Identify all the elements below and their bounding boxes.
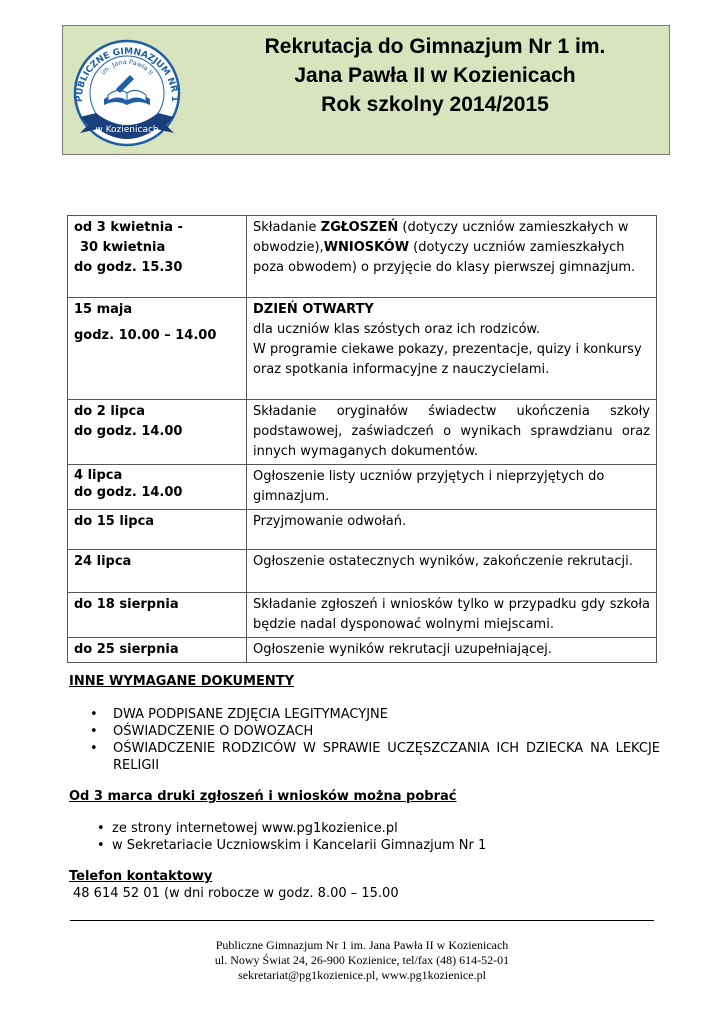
date-line: godz. 10.00 – 14.00 [74,328,217,343]
title-line: Jana Pawła II w Kozienicach [294,64,576,87]
documents-heading: INNE WYMAGANE DOKUMENTY [69,674,294,689]
title-line: Rok szkolny 2014/2015 [321,93,549,116]
date-cell [68,216,247,298]
date-cell [68,593,247,638]
date-line: do 15 lipca [74,514,155,529]
desc-cell [247,298,657,400]
table-row [68,593,657,638]
contact-phone: 48 614 52 01 (w dni robocze w godz. 8.00 – 15.00 [73,886,399,901]
date-line: 15 maja [74,302,133,317]
desc-text: (dotyczy uczniów zamieszkałych w obwodzie), [253,220,629,255]
list-item: • ze strony internetowej www.pg1kozienice.pl [95,820,486,837]
desc-cell: Ogłoszenie wyników rekrutacji uzupełniającej. [247,638,657,663]
footer-line: sekretariat@pg1kozienice.pl, www.pg1kozienice.pl [238,968,486,982]
logo-banner-text: w Kozienicach [95,125,159,135]
list-item: • OŚWIADCZENIE O DOWOZACH [88,723,660,740]
list-item: • w Sekretariacie Uczniowskim i Kancelarii Gimnazjum Nr 1 [95,837,486,854]
desc-cell: Składanie oryginałów świadectw ukończenia szkoły podstawowej, zaświadczeń o wynikach sprawdzianu oraz innych wymaganych dokumentów. [247,400,657,465]
desc-bold: WNIOSKÓW [323,240,410,255]
desc-cell: Przyjmowanie odwołań. [247,510,657,550]
desc-cell: Składanie zgłoszeń i wniosków tylko w przypadku gdy szkoła będzie nadal dysponować wolnymi miejscami. [247,593,657,638]
list-item: • DWA PODPISANE ZDJĘCIA LEGITYMACYJNE [88,706,660,723]
logo-arc-inner: im. Jana Pawła II [99,57,155,77]
date-cell [68,298,247,400]
table-row [68,465,657,510]
desc-text: W programie ciekawe pokazy, prezentacje, quizy i konkursy oraz spotkania informacyjne z nauczycielami. [253,342,642,377]
desc-cell: Ogłoszenie ostatecznych wyników, zakończenie rekrutacji. [247,550,657,593]
title-line: Rekrutacja do Gimnazjum Nr 1 im. [264,35,606,58]
footer-line: ul. Nowy Świat 24, 26-900 Kozienice, tel/fax (48) 614-52-01 [214,953,510,967]
desc-text: (dotyczy uczniów zamieszkałych poza obwodem) o przyjęcie do klasy pierwszej gimnazjum. [253,240,636,275]
footer [62,938,662,983]
downloads-heading: Od 3 marca druki zgłoszeń i wniosków można pobrać [69,789,457,804]
date-line: 24 lipca [74,554,132,569]
table-row [68,638,657,663]
desc-title: DZIEŃ OTWARTY [253,302,374,317]
documents-list [88,706,660,774]
desc-bold: ZGŁOSZEŃ [320,220,399,235]
footer-divider [70,920,654,921]
table-row [68,510,657,550]
date-line: do godz. 14.00 [74,424,183,439]
date-line: 30 kwietnia [80,240,166,255]
date-line: 4 lipca [74,468,123,483]
date-cell [68,550,247,593]
desc-cell: Ogłoszenie listy uczniów przyjętych i nieprzyjętych do gimnazjum. [247,465,657,510]
desc-text: dla uczniów klas szóstych oraz ich rodziców. [253,322,541,337]
date-line: do 2 lipca [74,404,146,419]
schedule-table [67,215,657,663]
table-row [68,400,657,465]
downloads-list [95,820,486,854]
desc-cell [247,216,657,298]
footer-line: Publiczne Gimnazjum Nr 1 im. Jana Pawła II w Kozienicach [215,938,509,952]
date-cell [68,465,247,510]
date-line: do godz. 14.00 [74,485,183,500]
date-line: do godz. 15.30 [74,260,183,275]
table-row [68,298,657,400]
date-cell [68,400,247,465]
logo-arc-top: PUBLICZNE GIMNAZJUM NR 1 [74,46,180,103]
table-row [68,550,657,593]
school-logo [66,33,188,149]
table-row [68,216,657,298]
date-cell [68,638,247,663]
date-line: do 18 sierpnia [74,597,179,612]
contact-heading: Telefon kontaktowy [69,869,213,884]
list-item: • OŚWIADCZENIE RODZICÓW W SPRAWIE UCZĘSZCZANIA ICH DZIECKA NA LEKCJE RELIGII [88,740,660,774]
date-line: do 25 sierpnia [74,642,179,657]
date-line: od 3 kwietnia - [74,220,183,235]
page-title [200,32,670,119]
date-cell [68,510,247,550]
desc-text: Składanie [253,220,321,235]
